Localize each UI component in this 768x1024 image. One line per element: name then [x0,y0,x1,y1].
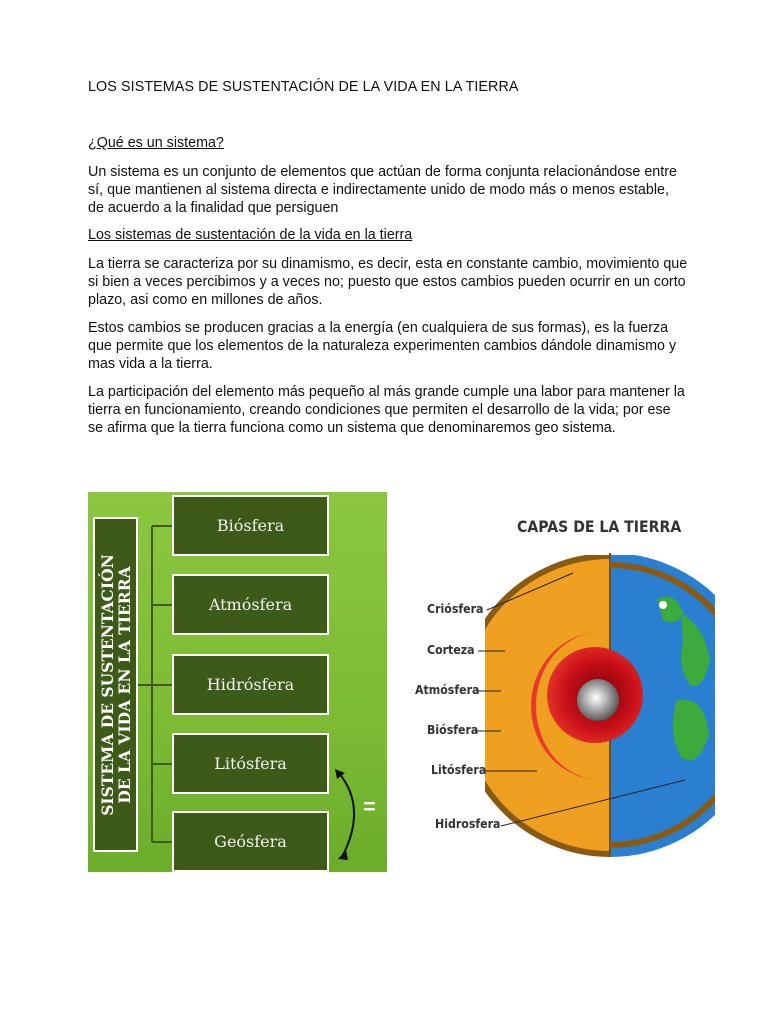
question-heading: ¿Qué es un sistema? [88,135,224,151]
earth-cutaway-illustration [405,495,715,860]
label-corteza: Corteza [427,642,475,657]
paragraph-energy: Estos cambios se producen gracias a la energía (en cualquiera de sus formas), es la fuerza que permite que los elementos de la naturaleza experimenten cambios dándole dinamismo y mas vida a la tierra. [88,320,677,372]
paragraph-geosystem: La participación del elemento más pequeño al más grande cumple una labor para mantener la tierra en funcionamiento, creando condiciones que permiten el desarrollo de la vida; por ese se afirma que la tierra funciona como un sistema que denominaremos geo sistema. [88,384,685,436]
system-title-line2: DE LA VIDA EN LA TIERRA [114,565,134,804]
label-biosfera: Biósfera [427,722,479,737]
earth-layers-diagram [405,495,715,860]
paragraph-dynamism: La tierra se caracteriza por su dinamismo, es decir, esta en constante cambio, movimiento que si bien a veces percibimos y a veces no; puesto que estos cambios pueden ocurrir en un corto plazo, asi como en millones de años. [88,256,688,308]
layer-hidrosfera: Hidrósfera [172,654,329,715]
label-litosfera: Litósfera [431,762,487,777]
paragraph-system-definition: Un sistema es un conjunto de elementos que actúan de forma conjunta relacionándose entre sí, que mantienen al sistema directa e indirectamente unido de modo más o menos estable, de acuerdo a la finalidad que persiguen [88,164,677,216]
section-heading: Los sistemas de sustentación de la vida en la tierra [88,227,413,243]
label-criosfera: Criósfera [427,601,484,616]
equals-sign: = [363,794,376,819]
system-title-box [93,517,138,852]
earth-diagram-title: CAPAS DE LA TIERRA [517,517,682,536]
system-title-line1: SISTEMA DE SUSTENTACIÓN [97,553,117,816]
layer-atmosfera: Atmósfera [172,574,329,635]
layer-geosfera: Geósfera [172,811,329,872]
system-diagram [88,492,387,872]
label-hidrosfera: Hidrosfera [435,816,501,831]
document-title: LOS SISTEMAS DE SUSTENTACIÓN DE LA VIDA EN LA TIERRA [88,79,519,95]
layer-litosfera: Litósfera [172,733,329,794]
label-atmosfera: Atmósfera [415,682,480,697]
layer-biosfera: Biósfera [172,495,329,556]
